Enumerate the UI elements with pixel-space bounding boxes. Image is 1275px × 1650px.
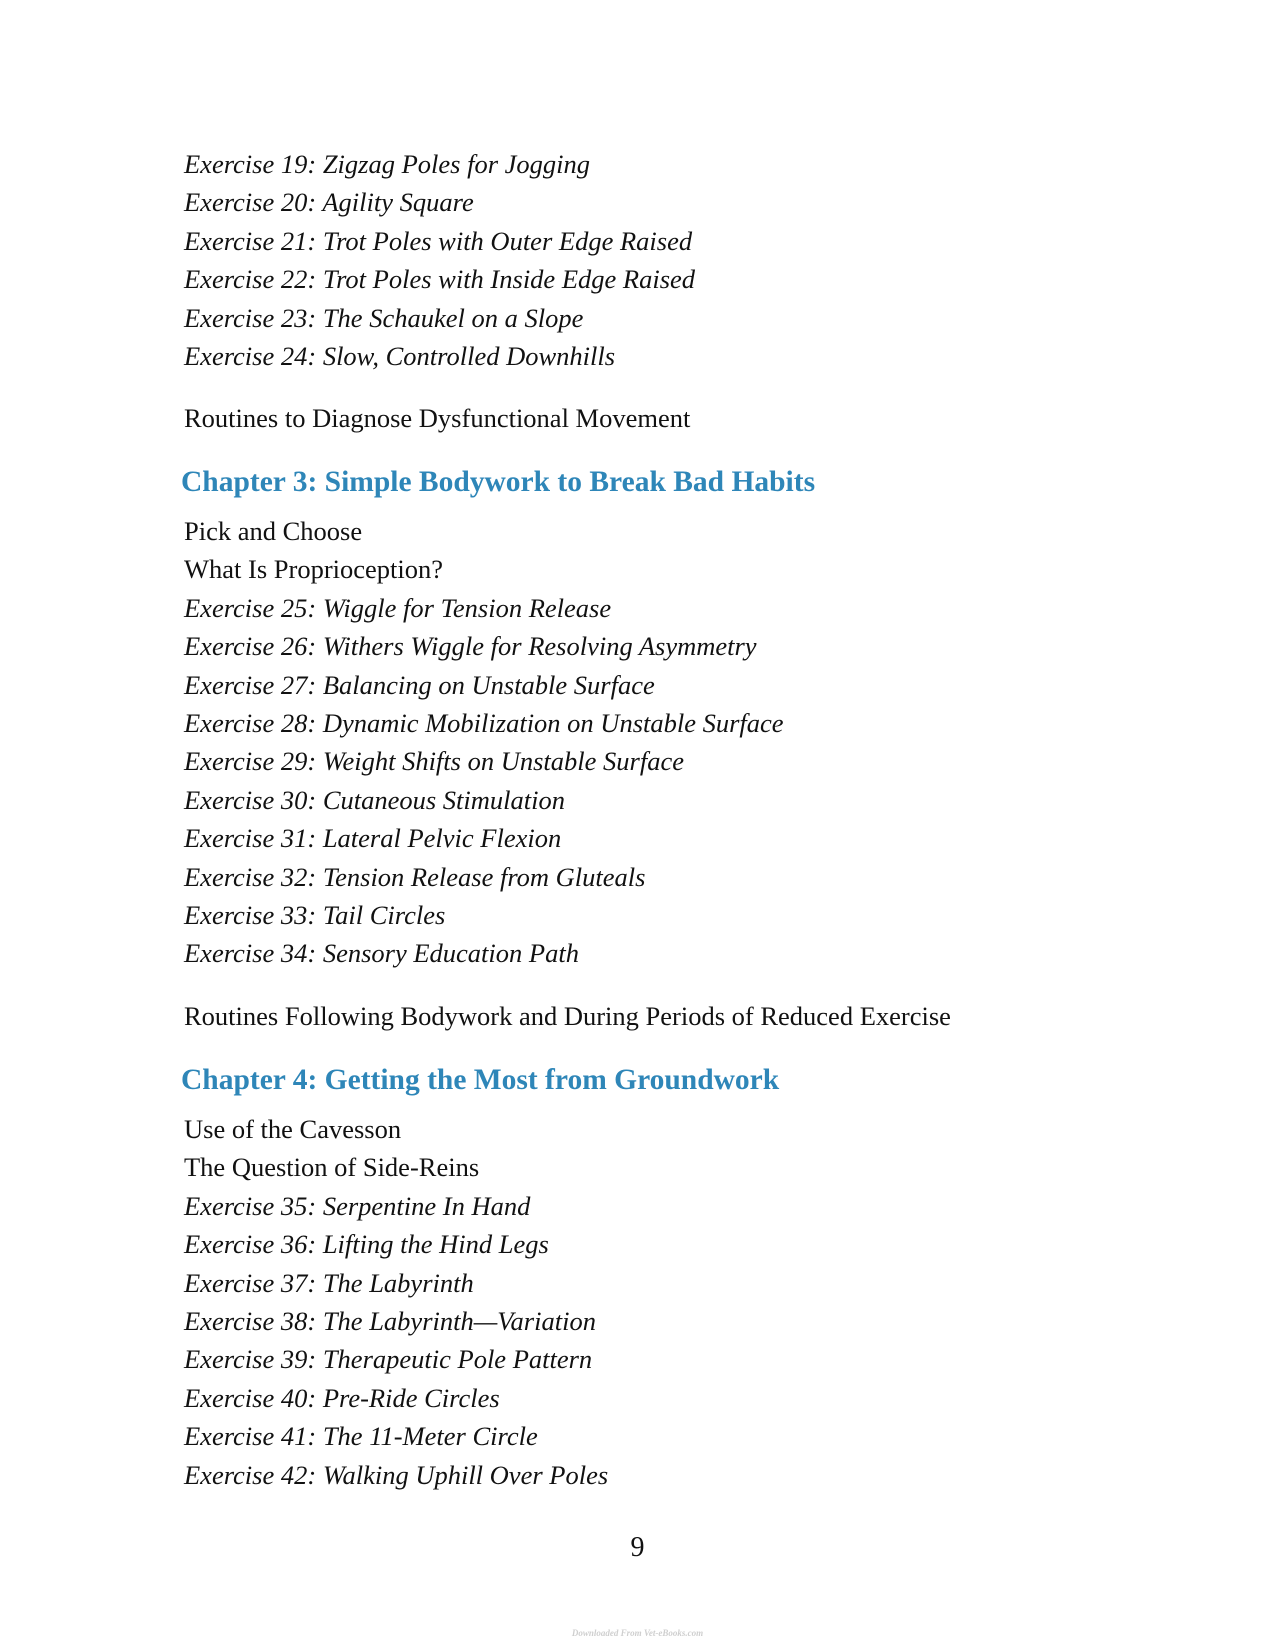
toc-entry[interactable]: Exercise 21: Trot Poles with Outer Edge Raised <box>184 225 693 256</box>
toc-entry[interactable]: Exercise 42: Walking Uphill Over Poles <box>184 1459 609 1490</box>
page-number: 9 <box>630 1532 645 1563</box>
toc-entry[interactable]: The Question of Side-Reins <box>184 1152 480 1183</box>
toc-entry[interactable]: Exercise 28: Dynamic Mobilization on Unstable Surface <box>184 707 784 738</box>
toc-entry[interactable]: Exercise 40: Pre-Ride Circles <box>184 1382 500 1413</box>
toc-entry[interactable]: Exercise 26: Withers Wiggle for Resolving Asymmetry <box>184 631 757 662</box>
toc-entry[interactable]: Exercise 19: Zigzag Poles for Jogging <box>184 149 591 179</box>
toc-entry[interactable]: Exercise 39: Therapeutic Pole Pattern <box>184 1344 593 1375</box>
toc-entry[interactable]: Exercise 23: The Schaukel on a Slope <box>184 302 584 333</box>
toc-entry[interactable]: Exercise 41: The 11-Meter Circle <box>184 1421 538 1452</box>
toc-entry[interactable]: Use of the Cavesson <box>184 1114 402 1144</box>
toc-entry[interactable]: Exercise 29: Weight Shifts on Unstable Surface <box>184 746 684 777</box>
watermark-text: Downloaded From Vet-eBooks.com <box>571 1628 704 1638</box>
toc-entry[interactable]: What Is Proprioception? <box>184 554 444 585</box>
toc-entry[interactable]: Exercise 27: Balancing on Unstable Surface <box>184 669 655 700</box>
toc-chapter-3-list <box>184 512 784 973</box>
toc-entry[interactable]: Pick and Choose <box>184 516 363 546</box>
toc-entry[interactable]: Exercise 33: Tail Circles <box>184 899 446 930</box>
toc-entry[interactable]: Exercise 31: Lateral Pelvic Flexion <box>184 823 562 854</box>
toc-entry[interactable]: Exercise 30: Cutaneous Stimulation <box>184 784 566 815</box>
toc-entry[interactable]: Exercise 36: Lifting the Hind Legs <box>184 1229 549 1260</box>
toc-section-entry[interactable]: Routines Following Bodywork and During Periods of Reduced Exercise <box>184 1001 951 1031</box>
toc-entry[interactable]: Exercise 20: Agility Square <box>184 187 474 218</box>
toc-entry[interactable]: Exercise 32: Tension Release from Gluteals <box>184 861 646 892</box>
toc-entry[interactable]: Exercise 37: The Labyrinth <box>184 1267 474 1298</box>
chapter-4-heading[interactable]: Chapter 4: Getting the Most from Groundwork <box>181 1064 780 1096</box>
toc-entry[interactable]: Exercise 25: Wiggle for Tension Release <box>184 592 612 623</box>
toc-entry[interactable]: Exercise 34: Sensory Education Path <box>184 938 579 969</box>
toc-entry[interactable]: Exercise 35: Serpentine In Hand <box>184 1190 531 1221</box>
toc-chapter-4-list <box>184 1110 608 1494</box>
toc-entry[interactable]: Exercise 24: Slow, Controlled Downhills <box>184 340 616 371</box>
toc-entry[interactable]: Exercise 22: Trot Poles with Inside Edge Raised <box>184 264 696 295</box>
chapter-3-heading[interactable]: Chapter 3: Simple Bodywork to Break Bad Habits <box>181 466 816 498</box>
toc-entry[interactable]: Exercise 38: The Labyrinth—Variation <box>184 1305 596 1336</box>
toc-exercise-list-19-24 <box>184 145 695 375</box>
toc-section-entry[interactable]: Routines to Diagnose Dysfunctional Movement <box>184 403 691 433</box>
